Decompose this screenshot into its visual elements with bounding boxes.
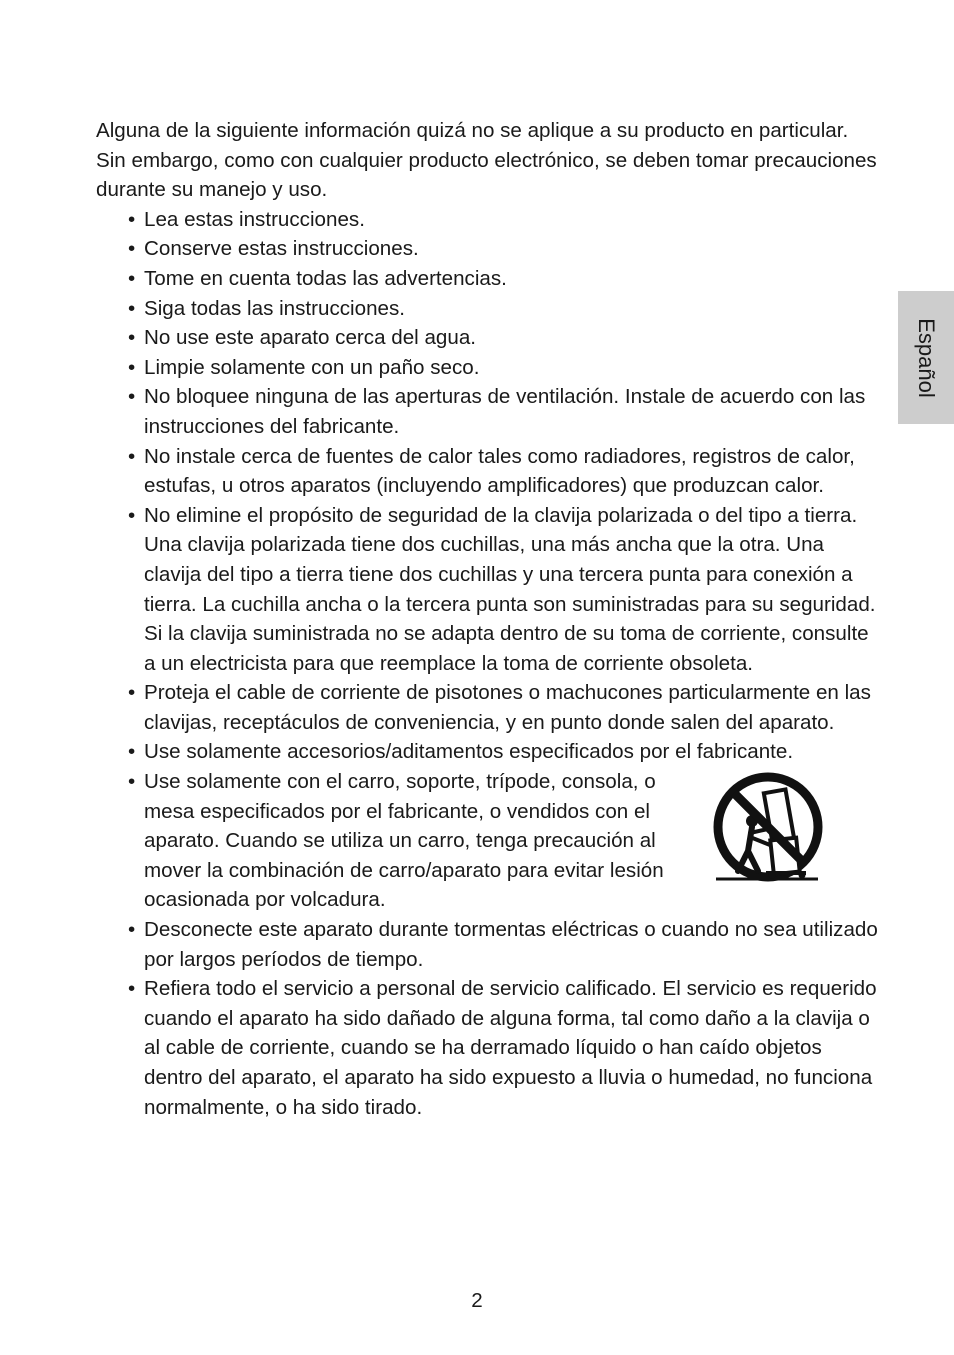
language-tab (898, 291, 954, 424)
list-item: • Desconecte este aparato durante tormentas eléctricas o cuando no sea utilizado por largos períodos de tiempo. (128, 915, 880, 974)
safety-instructions (96, 116, 880, 1122)
page-number: 2 (471, 1289, 483, 1312)
list-item: • Limpie solamente con un paño seco. (128, 353, 880, 383)
list-item: • No elimine el propósito de seguridad de la clavija polarizada o del tipo a tierra. Una clavija polarizada tiene dos cuchillas, una más ancha que la otra. Una clavija del tipo a tierra tiene dos cuchillas y una tercera punta para conexión a tierra. La cuchilla ancha o la tercera punta son suministradas para su seguridad. Si la clavija suministrada no se adapta dentro de su toma de corriente, consulte a un electricista para que reemplace la toma de corriente obsoleta. (128, 501, 880, 679)
cart-tip-over-warning-icon (710, 771, 826, 885)
cart-warning-text: • Use solamente con el carro, soporte, trípode, consola, o mesa especificados por el fabricante, o vendidos con el aparato. Cuando se utiliza un carro, tenga precaución al mover la combinación de carro/aparato para evitar lesión ocasionada por volcadura. (144, 770, 664, 912)
list-item: • No use este aparato cerca del agua. (128, 323, 880, 353)
list-item: • No bloquee ninguna de las aperturas de ventilación. Instale de acuerdo con las instrucciones del fabricante. (128, 382, 880, 441)
language-tab-label: Español (914, 317, 940, 398)
list-item: • Proteja el cable de corriente de pisotones o machucones particularmente en las clavijas, receptáculos de conveniencia, y en punto donde salen del aparato. (128, 678, 880, 737)
list-item-cart (128, 767, 880, 915)
instruction-list (96, 205, 880, 1122)
intro-paragraph: Alguna de la siguiente información quizá no se aplique a su producto en particular. Sin embargo, como con cualquier producto electrónico, se deben tomar precauciones durante su manejo y uso. (96, 119, 877, 202)
list-item: • Siga todas las instrucciones. (128, 294, 880, 324)
list-item: • Use solamente accesorios/aditamentos especificados por el fabricante. (128, 737, 880, 767)
list-item: • No instale cerca de fuentes de calor tales como radiadores, registros de calor, estufas, u otros aparatos (incluyendo amplificadores) que produzcan calor. (128, 442, 880, 501)
list-item: • Tome en cuenta todas las advertencias. (128, 264, 880, 294)
list-item: • Conserve estas instrucciones. (128, 234, 880, 264)
list-item: • Lea estas instrucciones. (128, 205, 880, 235)
list-item: • Refiera todo el servicio a personal de servicio calificado. El servicio es requerido cuando el aparato ha sido dañado de alguna forma, tal como daño a la clavija o al cable de corriente, cuando se ha derramado líquido o han caído objetos dentro del aparato, el aparato ha sido expuesto a lluvia o humedad, no funciona normalmente, o ha sido tirado. (128, 974, 880, 1122)
